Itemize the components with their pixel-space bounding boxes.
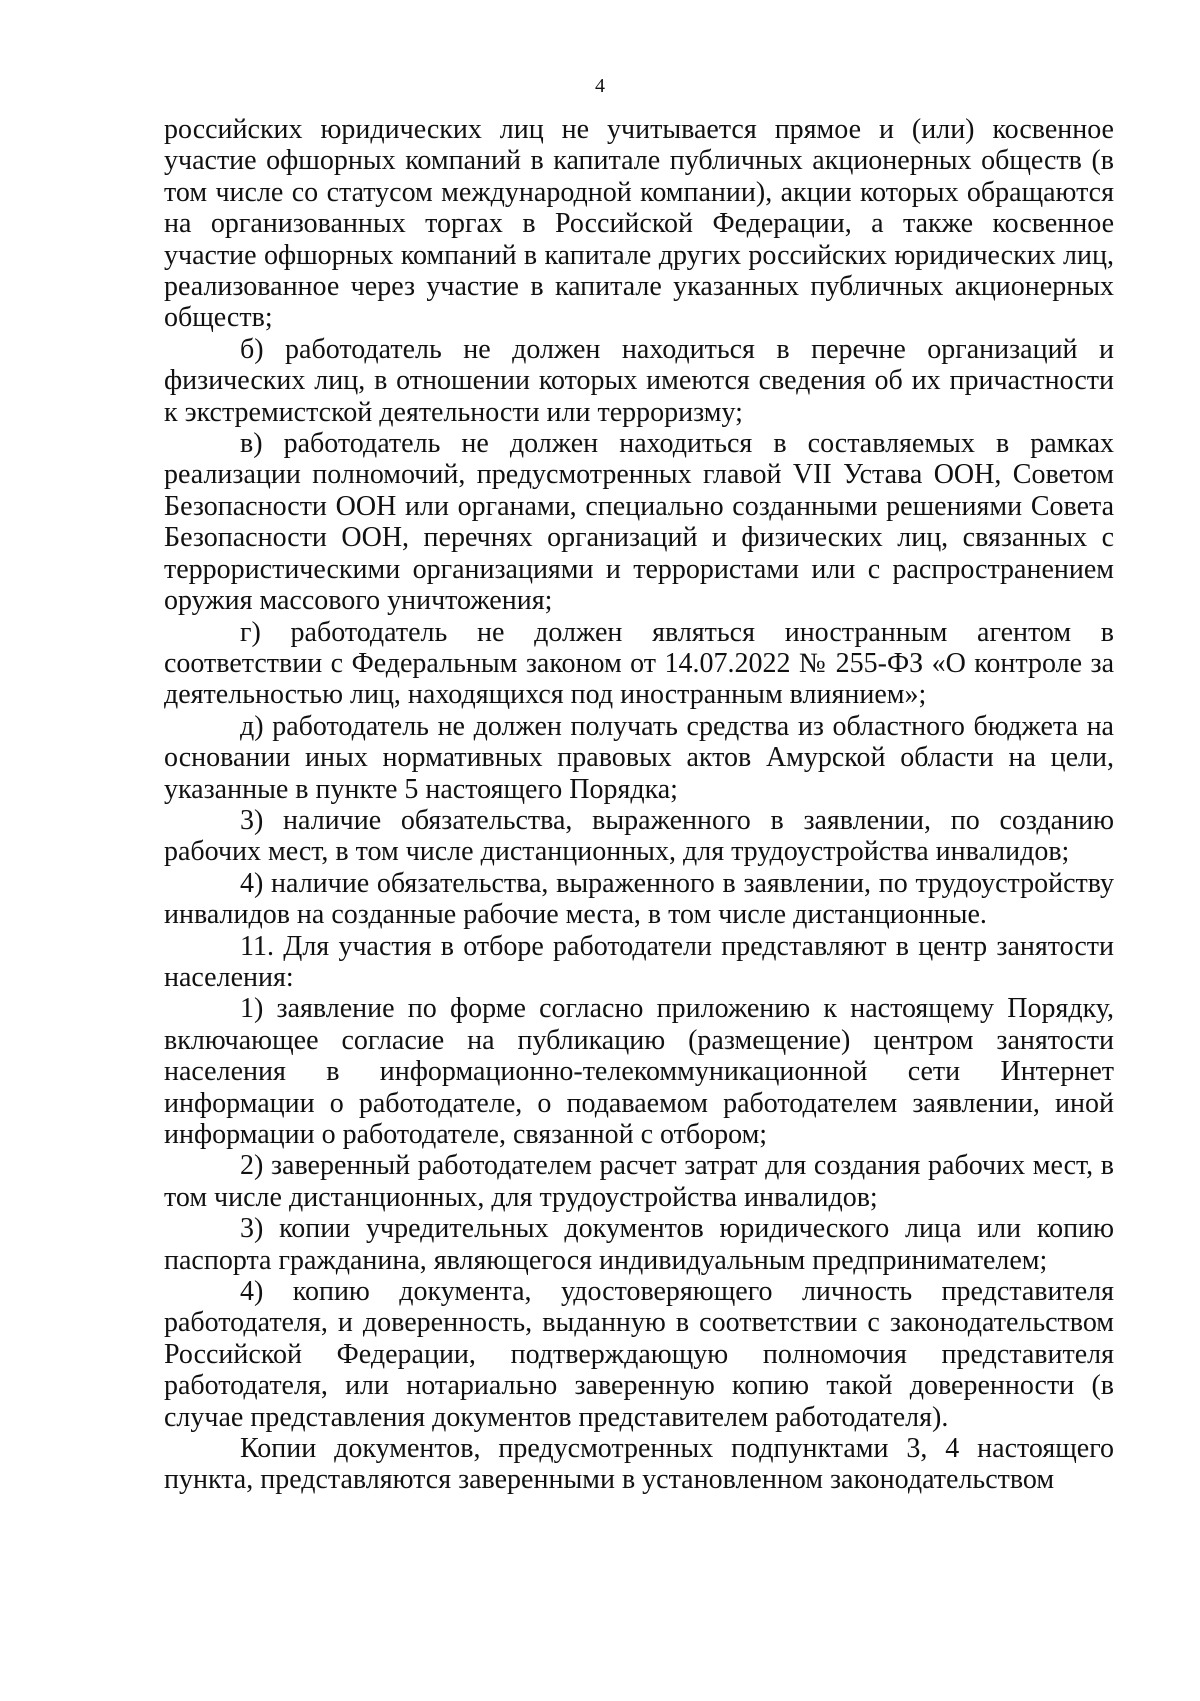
- paragraph-item-d: д) работодатель не должен получать средства из областного бюджета на основании иных нормативных правовых актов Амурской области на цели, указанные в пункте 5 настоящего Порядка;: [164, 710, 1114, 805]
- paragraph-section-11: 11. Для участия в отборе работодатели представляют в центр занятости населения:: [164, 930, 1114, 993]
- paragraph-doc-3: 3) копии учредительных документов юридического лица или копию паспорта гражданина, являющегося индивидуальным предпринимателем;: [164, 1213, 1114, 1276]
- paragraph-continuation: российских юридических лиц не учитывается прямое и (или) косвенное участие офшорных компаний в капитале публичных акционерных обществ (в том числе со статусом международной компании), акции которых обращаются на организованных торгах в Российской Федерации, а также косвенное участие офшорных компаний в капитале других российских юридических лиц, реализованное через участие в капитале указанных публичных акционерных обществ;: [164, 114, 1114, 334]
- paragraph-item-g: г) работодатель не должен являться иностранным агентом в соответствии с Федеральным законом от 14.07.2022 № 255-ФЗ «О контроле за деятельностью лиц, находящихся под иностранным влиянием»;: [164, 616, 1114, 711]
- paragraph-copies-note: Копии документов, предусмотренных подпунктами 3, 4 настоящего пункта, представляются заверенными в установленном законодательством: [164, 1433, 1114, 1496]
- paragraph-doc-4: 4) копию документа, удостоверяющего личность представителя работодателя, и доверенность, выданную в соответствии с законодательством Российской Федерации, подтверждающую полномочия представителя работодателя, или нотариально заверенную копию такой доверенности (в случае представления документов представителем работодателя).: [164, 1276, 1114, 1433]
- page-number: 4: [595, 75, 605, 97]
- paragraph-item-b: б) работодатель не должен находиться в перечне организаций и физических лиц, в отношении которых имеются сведения об их причастности к экстремистской деятельности или терроризму;: [164, 333, 1114, 428]
- paragraph-item-3: 3) наличие обязательства, выраженного в заявлении, по созданию рабочих мест, в том числе дистанционных, для трудоустройства инвалидов;: [164, 804, 1114, 868]
- paragraph-doc-1: 1) заявление по форме согласно приложению к настоящему Порядку, включающее согласие на публикацию (размещение) центром занятости населения в информационно-телекоммуникационной сети Интернет информации о работодателе, о подаваемом работодателем заявлении, иной информации о работодателе, связанной с отбором;: [164, 993, 1114, 1150]
- paragraph-item-v: в) работодатель не должен находиться в составляемых в рамках реализации полномочий, предусмотренных главой VII Устава ООН, Советом Безопасности ООН или органами, специально созданными решениями Совета Безопасности ООН, перечнях организаций и физических лиц, связанных с террористическими организациями и террористами или с распространением оружия массового уничтожения;: [164, 428, 1114, 617]
- document-body: [164, 114, 1114, 1496]
- paragraph-item-4: 4) наличие обязательства, выраженного в заявлении, по трудоустройству инвалидов на созданные рабочие места, в том числе дистанционные.: [164, 867, 1114, 931]
- paragraph-doc-2: 2) заверенный работодателем расчет затрат для создания рабочих мест, в том числе дистанционных, для трудоустройства инвалидов;: [164, 1150, 1114, 1213]
